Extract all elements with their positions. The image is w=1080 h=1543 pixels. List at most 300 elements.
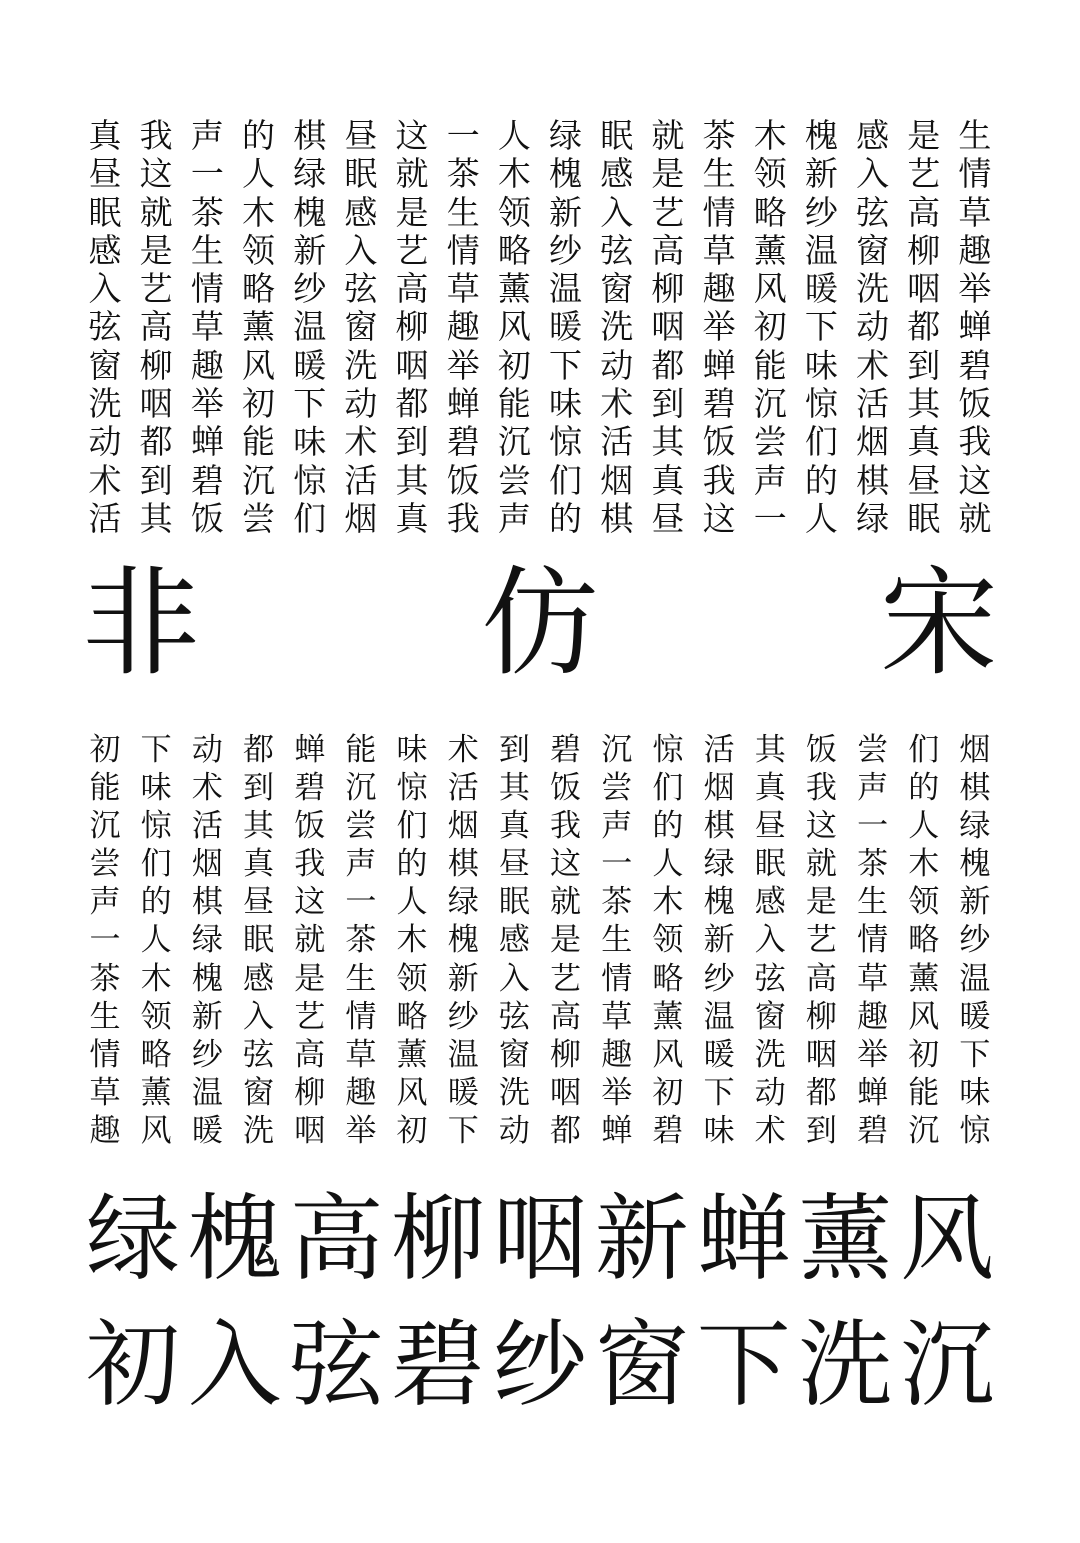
grid-character: 感 (754, 884, 786, 921)
grid-character: 绿 (447, 884, 479, 921)
grid-character: 窗 (344, 307, 378, 347)
grid-character: 槐 (447, 922, 479, 959)
title-char-3: 宋 (879, 554, 998, 692)
grid-character: 人 (140, 922, 172, 959)
grid-character: 棋 (856, 460, 890, 500)
grid-character: 活 (703, 732, 735, 768)
grid-character: 烟 (447, 808, 479, 845)
grid-character: 风 (908, 998, 940, 1035)
grid-character: 洗 (344, 345, 378, 385)
grid-character: 柳 (395, 307, 429, 347)
grid-character: 新 (549, 192, 583, 232)
grid-character: 风 (140, 1112, 172, 1149)
grid-character: 初 (908, 1036, 940, 1073)
grid-character: 绿 (549, 116, 583, 155)
grid-character: 弦 (754, 960, 786, 997)
grid-character: 棋 (447, 846, 479, 883)
grid-character: 一 (446, 116, 480, 155)
large-character: 蝉 (696, 1185, 791, 1294)
large-character: 咽 (493, 1185, 588, 1294)
grid-character: 艺 (651, 192, 685, 232)
grid-character: 是 (907, 116, 941, 155)
grid-character: 草 (345, 1036, 377, 1073)
grid-character: 碧 (958, 345, 992, 385)
grid-character: 趣 (702, 269, 736, 309)
grid-character: 惊 (293, 460, 327, 500)
grid-character: 高 (651, 230, 685, 270)
grid-character: 术 (191, 770, 223, 807)
grid-character: 味 (549, 384, 583, 424)
grid-character: 茶 (702, 116, 736, 155)
grid-character: 这 (139, 154, 173, 194)
grid-character: 举 (190, 384, 224, 424)
grid-character: 举 (702, 307, 736, 347)
grid-character: 真 (88, 116, 122, 155)
grid-character: 暖 (549, 307, 583, 347)
grid-character: 昼 (243, 884, 275, 921)
grid-character: 沉 (908, 1112, 940, 1149)
grid-character: 暖 (804, 269, 838, 309)
large-character: 高 (289, 1185, 384, 1294)
grid-character: 艺 (395, 230, 429, 270)
grid-character: 槐 (959, 846, 991, 883)
grid-character: 绿 (191, 922, 223, 959)
grid-character: 举 (601, 1074, 633, 1111)
grid-character: 昼 (88, 154, 122, 194)
grid-character: 情 (702, 192, 736, 232)
grid-character: 下 (703, 1074, 735, 1111)
grid-character: 领 (908, 884, 940, 921)
grid-character: 暖 (191, 1112, 223, 1149)
grid-character: 温 (191, 1074, 223, 1111)
grid-character: 声 (753, 460, 787, 500)
grid-character: 木 (242, 192, 276, 232)
grid-character: 烟 (600, 460, 634, 500)
grid-character: 草 (702, 230, 736, 270)
grid-character: 下 (447, 1112, 479, 1149)
grid-character: 沉 (753, 384, 787, 424)
grid-character: 的 (242, 116, 276, 155)
grid-character: 草 (446, 269, 480, 309)
grid-row (82, 194, 998, 232)
grid-character: 感 (498, 922, 530, 959)
grid-character: 艺 (805, 922, 837, 959)
grid-character: 眠 (88, 192, 122, 232)
grid-character: 弦 (498, 998, 530, 1035)
grid-character: 能 (345, 732, 377, 768)
grid-character: 温 (959, 960, 991, 997)
grid-character: 茶 (190, 192, 224, 232)
grid-character: 眠 (344, 154, 378, 194)
grid-character: 都 (907, 307, 941, 347)
grid-character: 咽 (294, 1112, 326, 1149)
grid-character: 木 (140, 960, 172, 997)
grid-character: 棋 (600, 498, 634, 538)
grid-character: 蝉 (446, 384, 480, 424)
grid-character: 柳 (651, 269, 685, 309)
grid-character: 高 (550, 998, 582, 1035)
title-char-2: 仿 (480, 554, 599, 692)
grid-character: 沉 (242, 460, 276, 500)
grid-character: 就 (651, 116, 685, 155)
grid-character: 烟 (344, 498, 378, 538)
grid-character: 们 (396, 808, 428, 845)
grid-character: 窗 (243, 1074, 275, 1111)
grid-character: 趣 (89, 1112, 121, 1149)
grid-character: 们 (804, 422, 838, 462)
grid-character: 能 (908, 1074, 940, 1111)
grid-row (82, 845, 998, 883)
grid-character: 活 (191, 808, 223, 845)
grid-character: 蝉 (294, 732, 326, 768)
grid-character: 碧 (652, 1112, 684, 1149)
grid-character: 茶 (345, 922, 377, 959)
grid-character: 人 (652, 846, 684, 883)
grid-character: 艺 (294, 998, 326, 1035)
grid-character: 的 (140, 884, 172, 921)
grid-character: 味 (140, 770, 172, 807)
large-character: 纱 (493, 1311, 588, 1420)
grid-character: 纱 (191, 1036, 223, 1073)
large-character: 下 (696, 1311, 791, 1420)
grid-character: 人 (804, 498, 838, 538)
grid-character: 碧 (702, 384, 736, 424)
grid-character: 其 (243, 808, 275, 845)
grid-character: 人 (908, 808, 940, 845)
grid-character: 趣 (857, 998, 889, 1035)
grid-character: 绿 (856, 498, 890, 538)
grid-character: 弦 (88, 307, 122, 347)
grid-character: 活 (88, 498, 122, 538)
grid-character: 入 (600, 192, 634, 232)
grid-character: 的 (804, 460, 838, 500)
grid-character: 新 (804, 154, 838, 194)
grid-character: 木 (652, 884, 684, 921)
grid-character: 蝉 (702, 345, 736, 385)
grid-character: 下 (293, 384, 327, 424)
grid-character: 窗 (754, 998, 786, 1035)
grid-character: 薰 (396, 1036, 428, 1073)
grid-character: 洗 (498, 1074, 530, 1111)
grid-character: 洗 (88, 384, 122, 424)
grid-character: 绿 (293, 154, 327, 194)
grid-character: 我 (958, 422, 992, 462)
grid-character: 入 (88, 269, 122, 309)
grid-character: 动 (754, 1074, 786, 1111)
grid-character: 尝 (497, 460, 531, 500)
grid-character: 绿 (703, 846, 735, 883)
large-character: 薰 (798, 1185, 893, 1294)
grid-character: 领 (652, 922, 684, 959)
grid-character: 茶 (857, 846, 889, 883)
grid-character: 声 (497, 498, 531, 538)
grid-character: 饭 (446, 460, 480, 500)
grid-character: 是 (139, 230, 173, 270)
grid-character: 领 (396, 960, 428, 997)
grid-character: 棋 (293, 116, 327, 155)
grid-character: 暖 (959, 998, 991, 1035)
grid-row (82, 998, 998, 1036)
grid-character: 一 (601, 846, 633, 883)
grid-character: 新 (293, 230, 327, 270)
grid-character: 就 (294, 922, 326, 959)
grid-character: 下 (804, 307, 838, 347)
grid-character: 味 (396, 732, 428, 768)
grid-character: 昼 (651, 498, 685, 538)
large-character: 风 (900, 1185, 995, 1294)
grid-character: 术 (344, 422, 378, 462)
grid-character: 略 (396, 998, 428, 1035)
grid-character: 我 (550, 808, 582, 845)
grid-character: 情 (190, 269, 224, 309)
grid-character: 柳 (805, 998, 837, 1035)
grid-character: 蝉 (601, 1112, 633, 1149)
large-character: 窗 (594, 1311, 689, 1420)
grid-character: 咽 (651, 307, 685, 347)
grid-character: 温 (549, 269, 583, 309)
grid-character: 草 (958, 192, 992, 232)
grid-character: 们 (908, 732, 940, 768)
grid-character: 感 (243, 960, 275, 997)
grid-character: 烟 (191, 846, 223, 883)
grid-character: 眠 (498, 884, 530, 921)
grid-character: 碧 (294, 770, 326, 807)
grid-character: 槐 (703, 884, 735, 921)
grid-character: 这 (550, 846, 582, 883)
grid-character: 声 (857, 770, 889, 807)
grid-character: 能 (242, 422, 276, 462)
grid-row (82, 347, 998, 385)
grid-character: 茶 (89, 960, 121, 997)
grid-character: 昼 (754, 808, 786, 845)
grid-character: 棋 (959, 770, 991, 807)
grid-character: 木 (753, 116, 787, 155)
grid-character: 下 (959, 1036, 991, 1073)
grid-row (82, 731, 998, 769)
grid-character: 们 (549, 460, 583, 500)
grid-character: 一 (190, 154, 224, 194)
grid-character: 生 (190, 230, 224, 270)
grid-character: 术 (600, 384, 634, 424)
grid-character: 动 (600, 345, 634, 385)
grid-character: 新 (447, 960, 479, 997)
title-char-1: 非 (82, 554, 201, 692)
grid-character: 人 (396, 884, 428, 921)
grid-character: 窗 (856, 230, 890, 270)
large-character: 碧 (391, 1311, 486, 1420)
grid-character: 趣 (958, 230, 992, 270)
grid-character: 饭 (550, 770, 582, 807)
grid-character: 其 (907, 384, 941, 424)
grid-character: 饭 (958, 384, 992, 424)
grid-character: 人 (242, 154, 276, 194)
grid-character: 昼 (498, 846, 530, 883)
grid-character: 饭 (190, 498, 224, 538)
grid-character: 高 (395, 269, 429, 309)
grid-row (82, 921, 998, 959)
grid-character: 声 (345, 846, 377, 883)
large-specimen-row-1 (82, 1185, 998, 1294)
large-character: 沉 (900, 1311, 995, 1420)
grid-character: 味 (293, 422, 327, 462)
grid-character: 眠 (600, 116, 634, 155)
grid-row (82, 1112, 998, 1150)
grid-character: 艺 (907, 154, 941, 194)
grid-character: 沉 (601, 732, 633, 768)
grid-character: 活 (600, 422, 634, 462)
grid-character: 生 (601, 922, 633, 959)
grid-character: 是 (805, 884, 837, 921)
grid-character: 是 (550, 922, 582, 959)
grid-character: 略 (497, 230, 531, 270)
grid-row (82, 960, 998, 998)
grid-row (82, 308, 998, 346)
grid-character: 我 (805, 770, 837, 807)
grid-character: 真 (395, 498, 429, 538)
grid-character: 这 (805, 808, 837, 845)
grid-character: 薰 (140, 1074, 172, 1111)
grid-character: 略 (652, 960, 684, 997)
grid-character: 纱 (549, 230, 583, 270)
grid-character: 声 (601, 808, 633, 845)
grid-character: 草 (89, 1074, 121, 1111)
top-character-grid (82, 117, 998, 538)
grid-character: 领 (242, 230, 276, 270)
grid-character: 都 (243, 732, 275, 768)
grid-character: 昼 (907, 460, 941, 500)
grid-character: 声 (190, 116, 224, 155)
grid-row (82, 385, 998, 423)
grid-character: 温 (447, 1036, 479, 1073)
grid-character: 温 (703, 998, 735, 1035)
grid-character: 咽 (395, 345, 429, 385)
grid-character: 洗 (856, 269, 890, 309)
large-character: 绿 (85, 1185, 180, 1294)
grid-character: 味 (703, 1112, 735, 1149)
grid-character: 都 (550, 1112, 582, 1149)
grid-character: 薰 (242, 307, 276, 347)
grid-character: 领 (140, 998, 172, 1035)
grid-character: 这 (395, 116, 429, 155)
grid-character: 趣 (601, 1036, 633, 1073)
grid-character: 木 (497, 154, 531, 194)
grid-character: 都 (139, 422, 173, 462)
grid-character: 其 (651, 422, 685, 462)
grid-character: 感 (88, 230, 122, 270)
grid-character: 柳 (294, 1074, 326, 1111)
grid-character: 碧 (550, 732, 582, 768)
grid-character: 生 (958, 116, 992, 155)
grid-character: 趣 (190, 345, 224, 385)
grid-character: 昼 (344, 116, 378, 155)
grid-character: 一 (857, 808, 889, 845)
grid-character: 碧 (857, 1112, 889, 1149)
grid-character: 动 (856, 307, 890, 347)
grid-character: 柳 (907, 230, 941, 270)
grid-character: 尝 (242, 498, 276, 538)
grid-character: 就 (395, 154, 429, 194)
grid-character: 活 (856, 384, 890, 424)
grid-character: 草 (601, 998, 633, 1035)
grid-character: 下 (549, 345, 583, 385)
grid-character: 其 (754, 732, 786, 768)
grid-character: 槐 (549, 154, 583, 194)
grid-character: 新 (703, 922, 735, 959)
grid-character: 艺 (139, 269, 173, 309)
grid-character: 尝 (601, 770, 633, 807)
grid-character: 都 (395, 384, 429, 424)
large-character: 洗 (798, 1311, 893, 1420)
grid-character: 能 (89, 770, 121, 807)
grid-character: 领 (497, 192, 531, 232)
grid-character: 到 (243, 770, 275, 807)
grid-character: 到 (907, 345, 941, 385)
grid-character: 洗 (754, 1036, 786, 1073)
grid-character: 入 (754, 922, 786, 959)
grid-character: 碧 (190, 460, 224, 500)
grid-character: 尝 (345, 808, 377, 845)
grid-character: 领 (753, 154, 787, 194)
grid-row (82, 462, 998, 500)
large-specimen-row-2 (82, 1311, 998, 1420)
grid-character: 情 (958, 154, 992, 194)
grid-character: 木 (908, 846, 940, 883)
grid-character: 其 (395, 460, 429, 500)
grid-character: 的 (652, 808, 684, 845)
grid-character: 活 (344, 460, 378, 500)
grid-character: 槐 (191, 960, 223, 997)
grid-character: 一 (345, 884, 377, 921)
grid-character: 真 (243, 846, 275, 883)
grid-character: 动 (191, 732, 223, 768)
grid-character: 情 (89, 1036, 121, 1073)
grid-character: 咽 (550, 1074, 582, 1111)
grid-character: 就 (805, 846, 837, 883)
grid-character: 咽 (805, 1036, 837, 1073)
grid-character: 温 (293, 307, 327, 347)
grid-character: 薰 (652, 998, 684, 1035)
grid-character: 柳 (550, 1036, 582, 1073)
grid-character: 趣 (345, 1074, 377, 1111)
grid-character: 弦 (243, 1036, 275, 1073)
grid-character: 窗 (498, 1036, 530, 1073)
grid-character: 入 (243, 998, 275, 1035)
grid-character: 饭 (805, 732, 837, 768)
large-character: 初 (85, 1311, 180, 1420)
grid-character: 动 (498, 1112, 530, 1149)
grid-character: 尝 (857, 732, 889, 768)
grid-character: 烟 (959, 732, 991, 768)
grid-character: 高 (805, 960, 837, 997)
grid-row (82, 769, 998, 807)
grid-character: 我 (446, 498, 480, 538)
grid-character: 真 (907, 422, 941, 462)
grid-character: 味 (804, 345, 838, 385)
grid-character: 饭 (702, 422, 736, 462)
grid-character: 暖 (703, 1036, 735, 1073)
grid-character: 这 (294, 884, 326, 921)
grid-character: 能 (753, 345, 787, 385)
grid-row (82, 883, 998, 921)
grid-character: 纱 (959, 922, 991, 959)
grid-character: 就 (550, 884, 582, 921)
grid-character: 初 (753, 307, 787, 347)
grid-character: 暖 (293, 345, 327, 385)
grid-character: 生 (702, 154, 736, 194)
grid-character: 术 (856, 345, 890, 385)
grid-character: 的 (549, 498, 583, 538)
large-character: 弦 (289, 1311, 384, 1420)
